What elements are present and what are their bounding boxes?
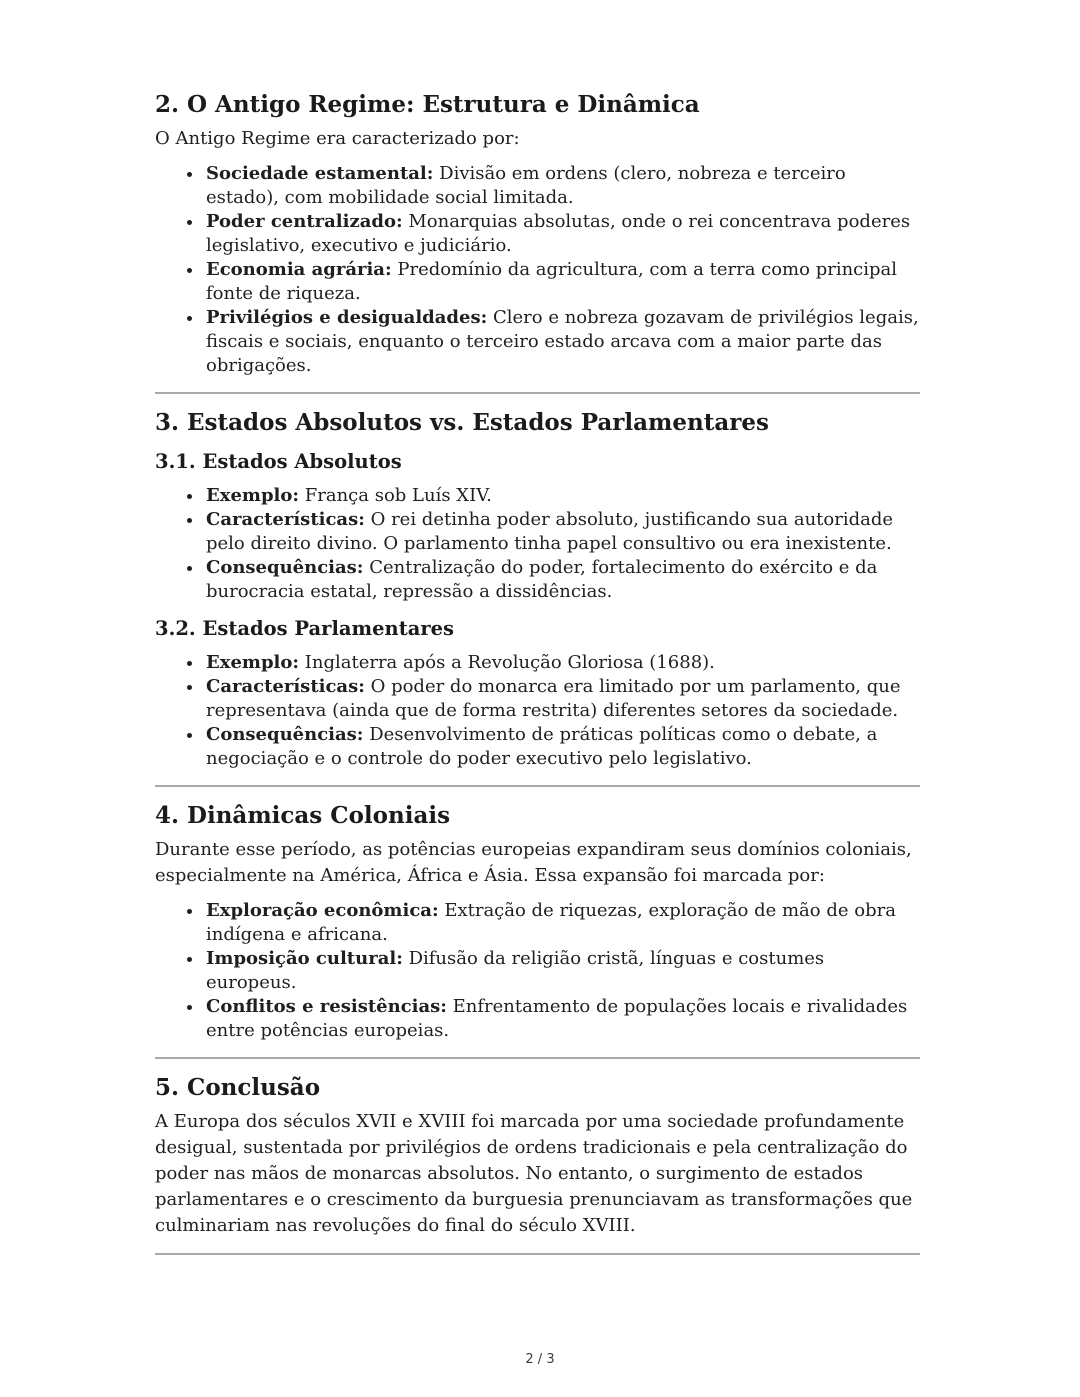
bullet-text: Inglaterra após a Revolução Gloriosa (1688). xyxy=(299,652,715,673)
section-5-heading: 5. Conclusão xyxy=(155,1074,321,1101)
subsection-3-2-bullet-list xyxy=(155,651,920,771)
section-4-heading: 4. Dinâmicas Coloniais xyxy=(155,802,451,829)
page-number-indicator: 2 / 3 xyxy=(525,1352,555,1367)
bullet-term: Sociedade estamental: xyxy=(206,163,434,184)
list-item xyxy=(204,947,920,995)
bullet-term: Economia agrária: xyxy=(206,259,392,280)
section-2-intro: O Antigo Regime era caracterizado por: xyxy=(155,128,520,149)
list-item xyxy=(204,508,920,556)
section-antigo-regime xyxy=(155,90,920,378)
list-item xyxy=(204,162,920,210)
bullet-text: Extração de riquezas, exploração de mão de obra indígena e africana. xyxy=(206,900,896,945)
subsection-3-1-bullet-list xyxy=(155,484,920,604)
section-conclusao xyxy=(155,1073,920,1239)
bullet-term: Consequências: xyxy=(206,724,364,745)
section-2-heading: 2. O Antigo Regime: Estrutura e Dinâmica xyxy=(155,91,700,118)
list-item xyxy=(204,484,920,508)
bullet-term: Características: xyxy=(206,676,365,697)
section-estados xyxy=(155,408,920,771)
bullet-text: O rei detinha poder absoluto, justificando sua autoridade pelo direito divino. O parlamento tinha papel consultivo ou era inexistente. xyxy=(206,509,894,554)
bullet-text: O poder do monarca era limitado por um parlamento, que representava (ainda que de forma restrita) diferentes setores da sociedade. xyxy=(206,676,901,721)
list-item xyxy=(204,651,920,675)
section-4-intro: Durante esse período, as potências europeias expandiram seus domínios coloniais, especialmente na América, África e Ásia. Essa expansão foi marcada por: xyxy=(155,839,912,886)
bullet-term: Privilégios e desigualdades: xyxy=(206,307,488,328)
bullet-text: Clero e nobreza gozavam de privilégios legais, fiscais e sociais, enquanto o terceiro estado arcava com a maior parte das obrigações. xyxy=(206,307,919,376)
bullet-text: Monarquias absolutas, onde o rei concentrava poderes legislativo, executivo e judiciário. xyxy=(206,211,911,256)
bullet-text: Difusão da religião cristã, línguas e costumes europeus. xyxy=(206,948,825,993)
list-item xyxy=(204,556,920,604)
section-divider xyxy=(155,392,920,394)
bullet-term: Poder centralizado: xyxy=(206,211,403,232)
bullet-term: Exemplo: xyxy=(206,652,300,673)
section-4-bullet-list xyxy=(155,899,920,1043)
bullet-text: França sob Luís XIV. xyxy=(299,485,492,506)
section-divider xyxy=(155,1253,920,1255)
bullet-term: Exemplo: xyxy=(206,485,300,506)
section-divider xyxy=(155,785,920,787)
bullet-term: Conflitos e resistências: xyxy=(206,996,447,1017)
bullet-text: Centralização do poder, fortalecimento do exército e da burocracia estatal, repressão a dissidências. xyxy=(206,557,878,602)
list-item xyxy=(204,899,920,947)
bullet-text: Desenvolvimento de práticas políticas como o debate, a negociação e o controle do poder executivo pelo legislativo. xyxy=(206,724,878,769)
list-item xyxy=(204,306,920,378)
list-item xyxy=(204,258,920,306)
subsection-3-1-heading: 3.1. Estados Absolutos xyxy=(155,450,402,473)
section-3-heading: 3. Estados Absolutos vs. Estados Parlamentares xyxy=(155,409,769,436)
bullet-text: Divisão em ordens (clero, nobreza e terceiro estado), com mobilidade social limitada. xyxy=(206,163,846,208)
bullet-text: Enfrentamento de populações locais e rivalidades entre potências europeias. xyxy=(206,996,908,1041)
list-item xyxy=(204,210,920,258)
section-divider xyxy=(155,1057,920,1059)
subsection-3-2-heading: 3.2. Estados Parlamentares xyxy=(155,617,455,640)
bullet-term: Características: xyxy=(206,509,365,530)
list-item xyxy=(204,675,920,723)
bullet-term: Exploração econômica: xyxy=(206,900,439,921)
list-item xyxy=(204,995,920,1043)
section-2-bullet-list xyxy=(155,162,920,378)
bullet-text: Predomínio da agricultura, com a terra como principal fonte de riqueza. xyxy=(206,259,898,304)
section-dinamicas-coloniais xyxy=(155,801,920,1043)
list-item xyxy=(204,723,920,771)
bullet-term: Imposição cultural: xyxy=(206,948,403,969)
section-5-paragraph: A Europa dos séculos XVII e XVIII foi marcada por uma sociedade profundamente desigual, sustentada por privilégios de ordens tradicionais e pela centralização do poder nas mãos de monarcas absolutos. No entanto, o surgimento de estados parlamentares e o crescimento da burguesia prenunciavam as transformações que culminariam nas revoluções do final do século XVIII. xyxy=(155,1111,913,1236)
bullet-term: Consequências: xyxy=(206,557,364,578)
